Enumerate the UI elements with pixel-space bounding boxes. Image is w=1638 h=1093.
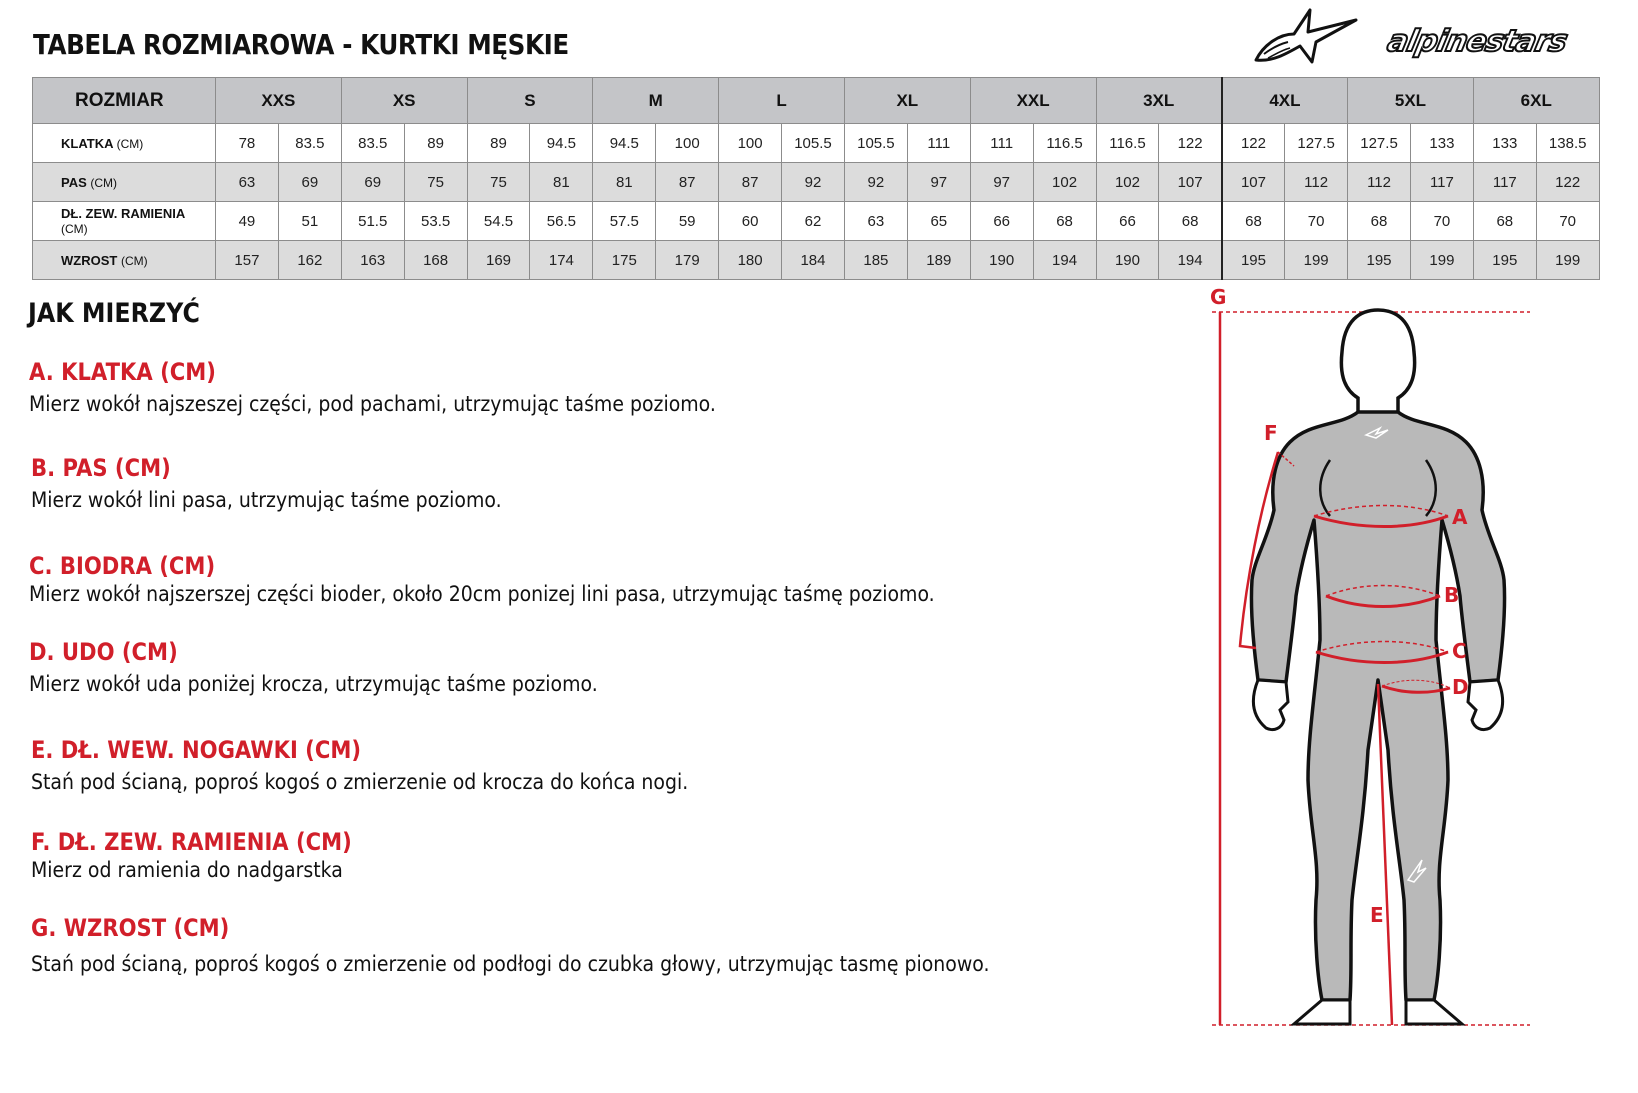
table-cell: 195 <box>1348 241 1411 280</box>
table-cell: 83.5 <box>341 124 404 163</box>
table-cell: 175 <box>593 241 656 280</box>
measurement-figure <box>1190 280 1538 1050</box>
page-title: TABELA ROZMIAROWA - KURTKI MĘSKIE <box>33 28 569 61</box>
table-cell: 184 <box>782 241 845 280</box>
table-cell: 68 <box>1159 202 1222 241</box>
table-cell: 51 <box>278 202 341 241</box>
size-header-cell: 5XL <box>1348 78 1474 124</box>
size-header-cell: 4XL <box>1222 78 1348 124</box>
table-cell: 68 <box>1348 202 1411 241</box>
table-cell: 92 <box>844 163 907 202</box>
table-cell: 122 <box>1159 124 1222 163</box>
table-cell: 112 <box>1348 163 1411 202</box>
table-cell: 56.5 <box>530 202 593 241</box>
measurement-item <box>31 736 761 794</box>
table-cell: 53.5 <box>404 202 467 241</box>
table-row <box>33 202 1600 241</box>
table-cell: 69 <box>278 163 341 202</box>
size-header-cell: M <box>593 78 719 124</box>
measurement-item <box>31 914 1096 976</box>
table-cell: 199 <box>1285 241 1348 280</box>
size-header-cell: 3XL <box>1096 78 1222 124</box>
table-cell: 60 <box>719 202 782 241</box>
table-cell: 194 <box>1033 241 1096 280</box>
measurement-item <box>29 552 1035 606</box>
measurement-title: G. WZROST (CM) <box>31 914 230 942</box>
measurement-description: Stań pod ścianą, poproś kogoś o zmierzenie od podłogi do czubka głowy, utrzymując tasmę pionowo. <box>31 952 990 976</box>
measurement-item <box>31 828 396 882</box>
table-cell: 105.5 <box>844 124 907 163</box>
label-g: G <box>1210 285 1227 309</box>
size-table <box>32 77 1600 280</box>
row-label-text: PAS <box>61 174 87 190</box>
row-label-text: WZROST <box>61 252 118 268</box>
table-cell: 54.5 <box>467 202 530 241</box>
table-cell: 169 <box>467 241 530 280</box>
table-cell: 174 <box>530 241 593 280</box>
table-cell: 66 <box>1096 202 1159 241</box>
table-row <box>33 124 1600 163</box>
table-cell: 133 <box>1473 124 1536 163</box>
row-label-unit: (CM) <box>90 175 118 190</box>
table-cell: 75 <box>404 163 467 202</box>
measurement-description: Mierz wokół najszerszej części bioder, około 20cm ponizej lini pasa, utrzymując taśmę poziomo. <box>29 582 935 606</box>
table-cell: 81 <box>530 163 593 202</box>
table-cell: 112 <box>1285 163 1348 202</box>
table-cell: 157 <box>216 241 279 280</box>
table-cell: 94.5 <box>593 124 656 163</box>
table-cell: 62 <box>782 202 845 241</box>
table-cell: 87 <box>656 163 719 202</box>
table-cell: 162 <box>278 241 341 280</box>
table-cell: 81 <box>593 163 656 202</box>
size-header-cell: XS <box>341 78 467 124</box>
measurement-description: Mierz wokół najszeszej części, pod pachami, utrzymując taśme poziomo. <box>29 392 716 416</box>
table-cell: 190 <box>970 241 1033 280</box>
measurement-description: Mierz wokół uda poniżej krocza, utrzymując taśme poziomo. <box>29 672 598 696</box>
table-cell: 199 <box>1536 241 1599 280</box>
table-cell: 111 <box>970 124 1033 163</box>
table-cell: 138.5 <box>1536 124 1599 163</box>
row-label-unit: (CM) <box>120 253 148 268</box>
table-cell: 97 <box>970 163 1033 202</box>
measurement-title: F. DŁ. ZEW. RAMIENIA (CM) <box>31 828 352 856</box>
table-cell: 195 <box>1473 241 1536 280</box>
row-label-text: DŁ. ZEW. RAMIENIA <box>61 206 185 221</box>
label-e: E <box>1370 903 1384 927</box>
table-cell: 116.5 <box>1033 124 1096 163</box>
table-cell: 63 <box>844 202 907 241</box>
table-cell: 179 <box>656 241 719 280</box>
table-cell: 163 <box>341 241 404 280</box>
table-cell: 100 <box>719 124 782 163</box>
table-cell: 122 <box>1222 124 1285 163</box>
table-cell: 133 <box>1410 124 1473 163</box>
table-cell: 102 <box>1033 163 1096 202</box>
row-label-unit: (CM) <box>116 136 144 151</box>
label-c: C <box>1452 639 1467 663</box>
table-cell: 180 <box>719 241 782 280</box>
table-cell: 92 <box>782 163 845 202</box>
row-label-unit: (CM) <box>61 222 88 236</box>
table-row <box>33 241 1600 280</box>
measurement-title: C. BIODRA (CM) <box>29 552 216 580</box>
table-cell: 87 <box>719 163 782 202</box>
row-label <box>33 124 216 163</box>
row-label <box>33 202 216 241</box>
table-cell: 100 <box>656 124 719 163</box>
brand-logo <box>1300 4 1590 70</box>
table-cell: 68 <box>1473 202 1536 241</box>
label-d: D <box>1452 675 1469 699</box>
alpinestars-star-logo-icon <box>1250 4 1360 70</box>
size-header-cell: XL <box>844 78 970 124</box>
table-cell: 57.5 <box>593 202 656 241</box>
table-cell: 68 <box>1033 202 1096 241</box>
size-header-cell: 6XL <box>1473 78 1599 124</box>
measurement-description: Stań pod ścianą, poproś kogoś o zmierzenie od krocza do końca nogi. <box>31 770 689 794</box>
table-cell: 75 <box>467 163 530 202</box>
size-header-cell: L <box>719 78 845 124</box>
table-cell: 63 <box>216 163 279 202</box>
measurement-description: Mierz od ramienia do nadgarstka <box>31 858 343 882</box>
table-cell: 168 <box>404 241 467 280</box>
table-cell: 116.5 <box>1096 124 1159 163</box>
measurement-title: E. DŁ. WEW. NOGAWKI (CM) <box>31 736 361 764</box>
table-cell: 51.5 <box>341 202 404 241</box>
measurement-title: B. PAS (CM) <box>31 454 171 482</box>
table-cell: 69 <box>341 163 404 202</box>
table-cell: 65 <box>907 202 970 241</box>
table-cell: 70 <box>1285 202 1348 241</box>
table-cell: 49 <box>216 202 279 241</box>
table-cell: 127.5 <box>1285 124 1348 163</box>
table-cell: 117 <box>1410 163 1473 202</box>
size-header-cell: S <box>467 78 593 124</box>
table-cell: 199 <box>1410 241 1473 280</box>
measurement-item <box>29 358 792 416</box>
measurement-item <box>31 454 554 512</box>
size-column-header: ROZMIAR <box>33 78 216 124</box>
how-to-measure-title: JAK MIERZYĆ <box>28 298 200 329</box>
table-cell: 89 <box>404 124 467 163</box>
size-header-cell: XXL <box>970 78 1096 124</box>
table-cell: 105.5 <box>782 124 845 163</box>
table-cell: 127.5 <box>1348 124 1411 163</box>
measurement-item <box>29 638 661 696</box>
table-cell: 70 <box>1410 202 1473 241</box>
table-cell: 89 <box>467 124 530 163</box>
size-header-cell: XXS <box>216 78 342 124</box>
table-row <box>33 163 1600 202</box>
label-b: B <box>1444 583 1460 607</box>
table-cell: 102 <box>1096 163 1159 202</box>
table-cell: 97 <box>907 163 970 202</box>
label-a: A <box>1452 505 1468 529</box>
table-cell: 78 <box>216 124 279 163</box>
table-cell: 194 <box>1159 241 1222 280</box>
table-cell: 68 <box>1222 202 1285 241</box>
table-cell: 66 <box>970 202 1033 241</box>
table-cell: 185 <box>844 241 907 280</box>
table-cell: 117 <box>1473 163 1536 202</box>
measurement-title: A. KLATKA (CM) <box>29 358 216 386</box>
brand-wordmark: alpinestars <box>1384 24 1570 59</box>
table-cell: 94.5 <box>530 124 593 163</box>
label-f: F <box>1264 421 1278 445</box>
table-cell: 195 <box>1222 241 1285 280</box>
row-label <box>33 163 216 202</box>
measurement-description: Mierz wokół lini pasa, utrzymując taśme poziomo. <box>31 488 502 512</box>
table-cell: 83.5 <box>278 124 341 163</box>
row-label-text: KLATKA <box>61 135 113 151</box>
table-cell: 107 <box>1222 163 1285 202</box>
table-cell: 59 <box>656 202 719 241</box>
table-cell: 70 <box>1536 202 1599 241</box>
table-cell: 190 <box>1096 241 1159 280</box>
table-cell: 107 <box>1159 163 1222 202</box>
table-cell: 189 <box>907 241 970 280</box>
table-cell: 122 <box>1536 163 1599 202</box>
table-cell: 111 <box>907 124 970 163</box>
row-label <box>33 241 216 280</box>
measurement-title: D. UDO (CM) <box>29 638 178 666</box>
